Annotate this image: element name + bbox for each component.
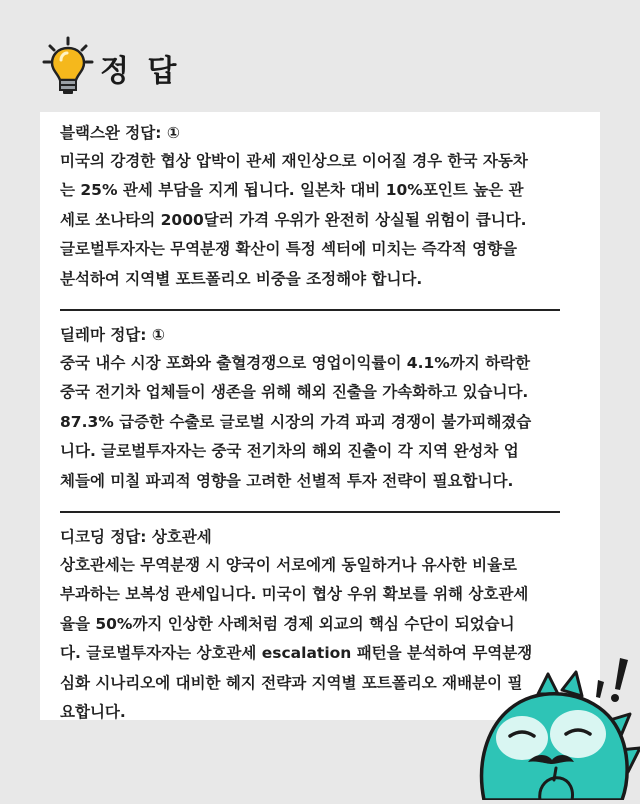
body-line: 는 25% 관세 부담을 지게 됩니다. 일본차 대비 10%포인트 높은 관 [60,181,524,200]
answer-card [40,112,600,720]
body-line: 분석하여 지역별 포트폴리오 비중을 조정해야 합니다. [60,269,423,288]
body-line: 체들에 미칠 파괴적 영향을 고려한 선별적 투자 전략이 필요합니다. [60,471,514,490]
section-heading: 디코딩 정답: 상호관세 [60,528,212,547]
answer-section-dilemma [60,322,584,496]
body-line: 중국 내수 시장 포화와 출혈경쟁으로 영업이익률이 4.1%까지 하락한 [60,354,531,373]
section-body [60,349,584,496]
body-line: 미국의 강경한 협상 압박이 관세 재인상으로 이어질 경우 한국 자동차 [60,152,528,170]
dinosaur-mascot-icon [470,650,640,800]
section-heading: 딜레마 정답: ① [60,326,165,345]
body-line: 니다. 글로벌투자자는 중국 전기차의 해외 진출이 각 지역 완성차 업 [60,442,519,461]
answer-section-blackswan [60,120,584,294]
body-line: 율을 50%까지 인상한 사례처럼 경제 외교의 핵심 수단이 되었습니 [60,614,515,633]
page-header [42,36,180,96]
body-line: 중국 전기차 업체들이 생존을 위해 해외 진출을 가속화하고 있습니다. [60,383,529,402]
body-line: 87.3% 급증한 수출로 글로벌 시장의 가격 파괴 경쟁이 불가피해졌습 [60,412,532,431]
body-line: 요합니다. [60,703,126,722]
body-line: 세로 쏘나타의 2000달러 가격 우위가 완전히 상실될 위험이 큽니다. [60,210,527,229]
section-divider [60,511,560,513]
body-line: 부과하는 보복성 관세입니다. 미국이 협상 우위 확보를 위해 상호관세 [60,585,529,604]
body-line: 다. 글로벌투자자는 상호관세 escalation 패턴을 분석하여 무역분쟁 [60,644,533,663]
lightbulb-icon [42,36,94,96]
body-line: 글로벌투자자는 무역분쟁 확산이 특정 섹터에 미치는 즉각적 영향을 [60,240,518,259]
page-title: 정 답 [100,54,181,89]
body-line: 심화 시나리오에 대비한 헤지 전략과 지역별 포트폴리오 재배분이 필 [60,673,523,692]
section-body [60,147,584,294]
body-line: 상호관세는 무역분쟁 시 양국이 서로에게 동일하거나 유사한 비율로 [60,556,518,575]
section-divider [60,309,560,311]
section-heading: 블랙스완 정답: ① [60,124,180,142]
